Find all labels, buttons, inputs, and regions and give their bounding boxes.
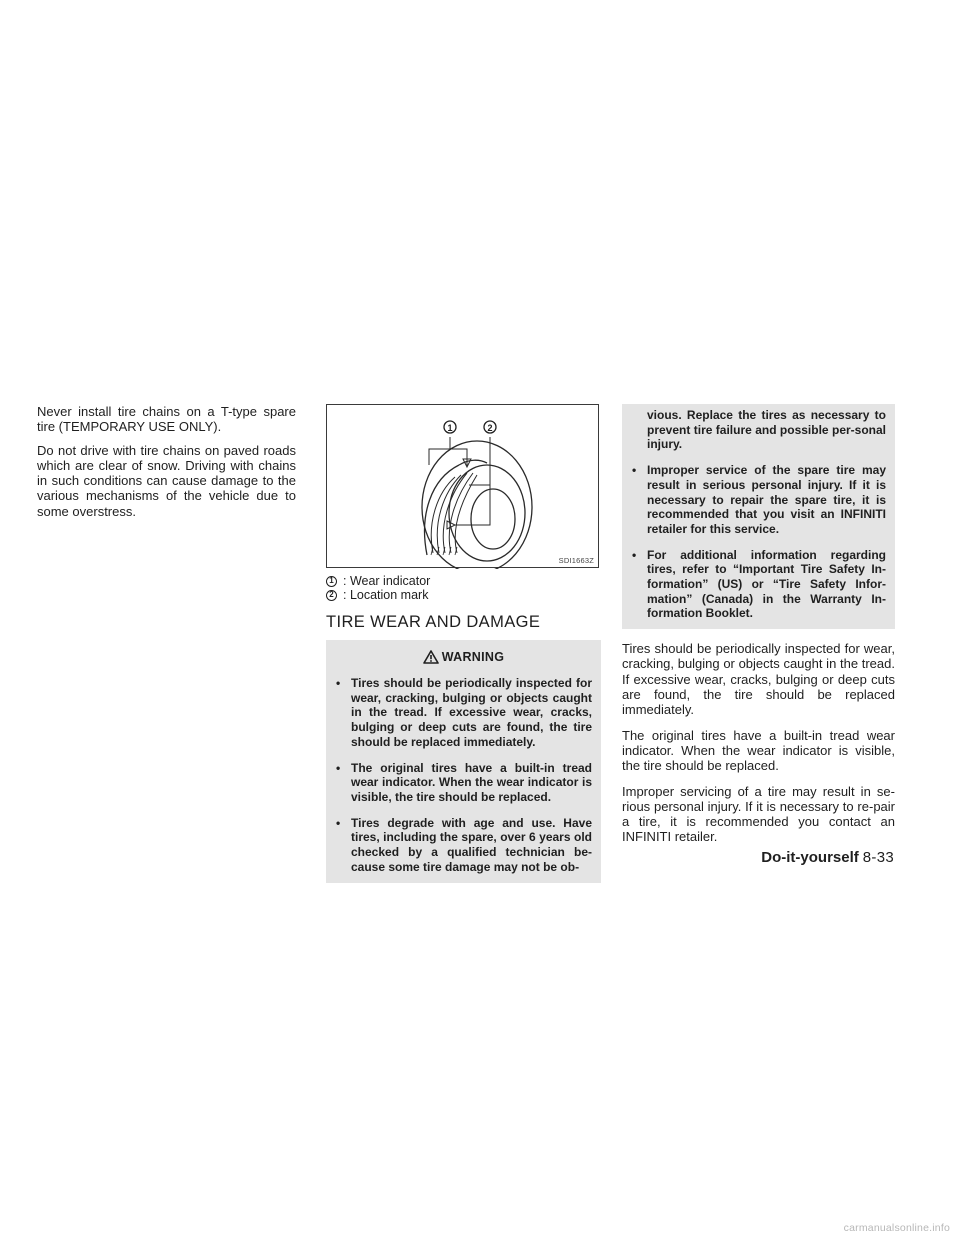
inspection-paragraph: Tires should be periodically inspected for wear, cracking, bulging or objects caught in the tread. If excessive wear, cracks, bulging or deep cuts are found, the tire should be replaced immediately. (622, 641, 895, 718)
callout-1: 1 (447, 423, 453, 433)
warning-box (326, 640, 601, 883)
bullet: • (632, 463, 637, 478)
warning-item: • Tires should be periodically inspected for wear, cracking, bulging or objects caught in the tread. If excessive wear, cracks, bulging or deep cuts are found, the tire should be replaced immediately. (336, 676, 592, 749)
column-left (37, 404, 296, 527)
bullet: • (336, 760, 341, 775)
warning-box-continued (622, 404, 895, 629)
tire-wear-figure (326, 404, 599, 568)
chains-paved-paragraph: Do not drive with tire chains on paved roads which are clear of snow. Driving with chains in such conditions can cause damage to the various mechanisms of the vehicle due to some overstress. (37, 442, 296, 519)
warning-item: • Improper service of the spare tire may result in serious personal injury. If it is necessary to repair the spare tire, it is recommended that you visit an INFINITI retailer for this service. (632, 463, 886, 536)
legend-text: : Location mark (343, 588, 429, 602)
legend-item (326, 588, 601, 602)
page-number: 8-33 (862, 849, 894, 866)
warning-item-continued: vious. Replace the tires as necessary to prevent tire failure and possible per-sonal injury. (647, 408, 886, 452)
legend-number: 2 (326, 590, 337, 601)
servicing-paragraph: Improper servicing of a tire may result in se-rious personal injury. If it is necessary to re-pair a tire, it is recommended you contact an INFINITI retailer. (622, 783, 895, 845)
bullet: • (336, 676, 341, 690)
warning-label: WARNING (441, 650, 505, 664)
legend-text: : Wear indicator (343, 574, 431, 588)
wear-indicator-paragraph: The original tires have a built-in tread wear indicator. When the wear indicator is visible, the tire should be replaced. (622, 727, 895, 774)
bullet: • (336, 815, 341, 830)
bullet: • (632, 547, 637, 562)
warning-item: • The original tires have a built-in tread wear indicator. When the wear indicator is visible, the tire should be replaced. (336, 760, 592, 804)
tire-illustration (327, 405, 600, 569)
warning-header (335, 650, 592, 664)
warning-item: • For additional information regarding tires, refer to “Important Tire Safety In-formation” (US) or “Tire Safety Infor-mation” (Canada) in the Warranty In-formation Booklet. (632, 547, 886, 621)
column-right (622, 404, 895, 855)
page-footer (761, 849, 894, 866)
watermark: carmanualsonline.info (843, 1222, 950, 1234)
figure-code: SDI1663Z (558, 556, 594, 565)
figure-legend (326, 574, 601, 602)
footer-section: Do-it-yourself (761, 849, 859, 866)
section-title: TIRE WEAR AND DAMAGE (326, 613, 541, 631)
legend-item (326, 574, 601, 588)
warning-icon (423, 650, 439, 664)
callout-2: 2 (487, 423, 493, 433)
chains-tspare-paragraph: Never install tire chains on a T-type spare tire (TEMPORARY USE ONLY). (37, 404, 296, 435)
column-middle (326, 404, 601, 883)
warning-item: • Tires degrade with age and use. Have tires, including the spare, over 6 years old checked by a qualified technician be-cause some tire damage may not be ob- (336, 815, 592, 874)
legend-number: 1 (326, 576, 337, 587)
